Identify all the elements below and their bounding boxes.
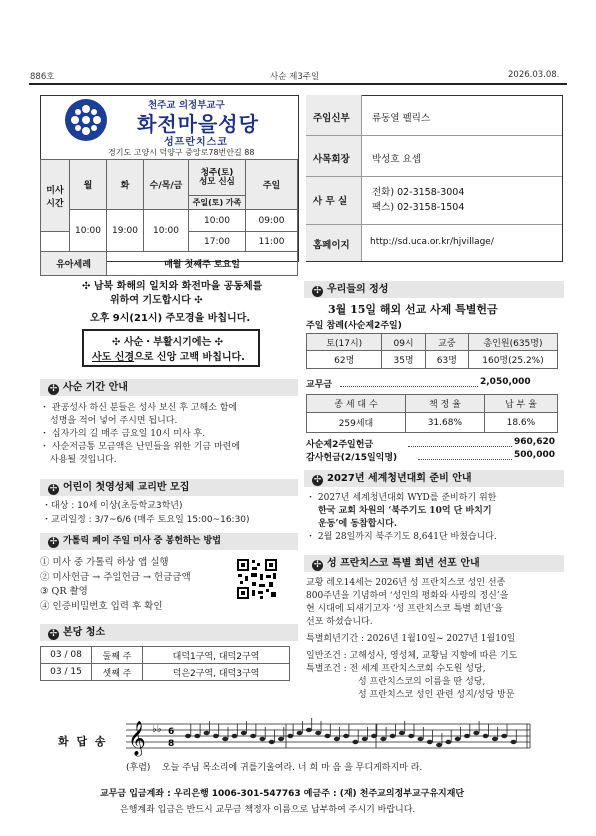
lent-item-3: ・ 사순저금통 모금액은 난민들을 위한 기금 마련에 bbox=[40, 442, 241, 452]
music-note bbox=[473, 731, 479, 735]
cleaning-week-1: 둘째 주 bbox=[92, 647, 143, 664]
mass-schedule-table bbox=[40, 159, 298, 276]
budget-value: 2,050,000 bbox=[480, 377, 531, 387]
music-note bbox=[241, 731, 247, 735]
tithe-val-households: 259세대 bbox=[307, 413, 406, 433]
attendance-label: 주일 참례(사순제2주일) bbox=[306, 321, 402, 331]
jubilee-cond-special-1: 특별조건 : 전 세계 프란치스코회 수도원 성당, bbox=[306, 664, 486, 674]
cleaning-date-2: 03 / 15 bbox=[41, 664, 92, 681]
cleaning-area-2: 덕은2구역, 대덕3구역 bbox=[143, 664, 290, 681]
pay-step-4: ④ 인증비밀번호 입력 후 확인 bbox=[40, 600, 163, 612]
tithe-val-paid: 18.6% bbox=[484, 413, 557, 433]
contacts-divider-1 bbox=[306, 135, 562, 136]
mass-time-wed: 10:00 bbox=[144, 210, 189, 252]
pay-title: 가톨릭 페이 주일 미사 중 봉헌하는 방법 bbox=[63, 536, 221, 546]
music-note bbox=[325, 734, 331, 738]
psalm-lyrics bbox=[126, 760, 422, 773]
jubilee-para-2: 800주년을 기념하여 ‘성인의 평화와 사랑의 정신’을 bbox=[306, 591, 509, 601]
footer-note: 은행계좌 입금은 반드시 교무금 책정자 이름으로 납부하여 주시기 바랍니다. bbox=[120, 805, 416, 815]
mass-time-sun-2: 11:00 bbox=[246, 232, 298, 252]
budget-label: 교무금 bbox=[306, 380, 333, 390]
music-note bbox=[352, 740, 358, 744]
lent-title: 사순 기간 안내 bbox=[63, 382, 128, 393]
mass-time-sun-1: 09:00 bbox=[246, 210, 298, 232]
firstcomm-target: ・대상 : 10세 이상(초등학교3학년) bbox=[42, 501, 183, 511]
footer-account: 교무금 입금계좌 : 우리은행 1006-301-547763 예금주 : (재) 천주교의정부교구유지재단 bbox=[100, 789, 465, 799]
sunday-offering-leader bbox=[408, 446, 512, 447]
cleaning-table bbox=[40, 646, 290, 681]
pastor-value: 류동열 펠릭스 bbox=[372, 113, 431, 124]
tithe-head-households: 종 세 대 수 bbox=[307, 395, 406, 413]
creed-box-line-1: ✣ 사순・부활시기에는 ✣ bbox=[112, 337, 224, 348]
cross-bullet-icon: ✢ bbox=[49, 384, 58, 394]
mass-day-sun: 주일 bbox=[246, 160, 298, 210]
att-val-main: 63명 bbox=[425, 351, 468, 369]
office-label: 사 무 실 bbox=[313, 196, 348, 207]
music-note bbox=[445, 740, 451, 744]
cleaning-section-header bbox=[40, 624, 298, 641]
music-note bbox=[511, 740, 517, 744]
office-value: 전화) 02-3158-3004 팩스) 02-3158-1504 bbox=[372, 187, 465, 213]
prayer-line-1: ✣ 남북 화해의 일치와 화전마을 공동체를 bbox=[82, 281, 263, 292]
mass-time-sat-2: 17:00 bbox=[189, 232, 246, 252]
firstcomm-section-header bbox=[40, 479, 298, 496]
tithe-table bbox=[306, 394, 558, 433]
prayer-line-2: 위하여 기도합시다 ✣ bbox=[110, 295, 203, 306]
att-head-9: 09시 bbox=[382, 334, 425, 351]
music-note bbox=[259, 737, 265, 741]
music-note bbox=[464, 734, 470, 738]
att-head-sat: 토(17시) bbox=[307, 334, 382, 351]
mass-label-spacer bbox=[41, 232, 70, 252]
prayer-line-3: 오후 9시(21시) 주모경을 바칩니다. bbox=[90, 313, 251, 324]
wyd-item-4: 2월 28일까지 북주기도 8,641단 바쳤습니다. bbox=[317, 532, 497, 542]
music-note bbox=[408, 734, 414, 738]
cleaning-title: 본당 청소 bbox=[63, 627, 106, 638]
parish-address: 경기도 고양시 덕양구 중앙로78번안길 88 bbox=[108, 148, 255, 157]
music-note bbox=[222, 737, 228, 741]
pay-step-3: ③ QR 촬영 bbox=[40, 586, 88, 597]
jubilee-para-3: 현 시대에 되새기고자 ‘성 프란치스코 특별 희년’을 bbox=[306, 604, 503, 614]
attendance-table bbox=[306, 333, 558, 369]
mass-day-mon: 월 bbox=[70, 160, 107, 210]
apostles-creed-text: 사도 신경 bbox=[92, 352, 135, 363]
issue-number: 886호 bbox=[30, 72, 55, 82]
qr-code-icon[interactable] bbox=[236, 558, 278, 600]
lent-list bbox=[40, 402, 300, 467]
tithe-head-paid: 납 부 율 bbox=[484, 395, 557, 413]
psalm-lyric-text: 오늘 주님 목소리에 귀를기울여라. 너 희 마 음 을 무디게하지마 라. bbox=[161, 763, 423, 773]
lent-item-2: ・ 십자가의 길 매주 금요일 10시 미사 후. bbox=[40, 429, 206, 439]
tithe-val-rate: 31.68% bbox=[405, 413, 484, 433]
svg-text:♭♭: ♭♭ bbox=[152, 724, 162, 735]
music-note bbox=[232, 734, 238, 738]
mass-day-sat: 청주(토) 성모 신심 bbox=[189, 160, 246, 196]
contacts-divider-3 bbox=[306, 224, 562, 225]
diocese-name: 천주교 의정부교구 bbox=[148, 100, 225, 111]
jubilee-period: 특별희년기간 : 2026년 1월10일~ 2027년 1월10일 bbox=[306, 634, 516, 644]
lent-item-1: ・ 관공성사 하신 분들은 성사 보신 후 고해소 함에 bbox=[40, 403, 238, 413]
firstcomm-title: 어린이 첫영성체 교리반 모집 bbox=[63, 482, 190, 493]
special-offering: 3월 15일 해외 선교 사제 특별헌금 bbox=[328, 303, 498, 316]
music-note bbox=[399, 731, 405, 735]
wyd-list: ・ 2027년 세계청년대회 WYD를 준비하기 위한 한국 교회 차원의 ‘북주기도 10억 단 바치기 운동’에 동참합시다. ・ 2월 28일까지 북주기도 8,641단 바쳤습니다. bbox=[306, 492, 561, 544]
att-val-total: 160명(25.2%) bbox=[469, 351, 558, 369]
jubilee-title: 성 프란치스코 특별 희년 선포 안내 bbox=[327, 558, 480, 569]
cross-bullet-icon: ✢ bbox=[313, 475, 322, 485]
council-label: 사목회장 bbox=[313, 154, 350, 165]
cross-bullet-icon: ✢ bbox=[49, 537, 58, 547]
music-note bbox=[315, 731, 321, 735]
jubilee-cond-special-2: 성 프란치스코의 이름을 딴 성당, bbox=[358, 677, 486, 687]
creed-box-rest: 으로 신앙 고백 바칩니다. bbox=[134, 352, 245, 363]
wyd-item-2: 한국 교회 차원의 ‘북주기도 10억 단 바치기 bbox=[318, 506, 492, 516]
thanks-label: 감사헌금(2/15일익명) bbox=[306, 453, 398, 463]
budget-leader bbox=[340, 386, 478, 387]
music-note bbox=[343, 734, 349, 738]
jubilee-para-1: 교황 레오14세는 2026년 성 프란치스코 성인 선종 bbox=[306, 578, 506, 588]
mass-time-tue: 19:00 bbox=[107, 210, 144, 252]
infant-baptism-value: 매월 첫째주 토요일 bbox=[107, 252, 298, 276]
music-note bbox=[287, 734, 293, 738]
mass-label: 미사 시간 bbox=[41, 160, 70, 232]
mass-sat-family: 주일(토) 가족 bbox=[189, 196, 246, 210]
music-note bbox=[483, 734, 489, 738]
music-note bbox=[362, 737, 368, 741]
music-note bbox=[213, 734, 219, 738]
music-note bbox=[334, 737, 340, 741]
wyd-section-header bbox=[304, 470, 564, 487]
music-note bbox=[306, 728, 312, 732]
tithe-head-rate: 책 정 율 bbox=[405, 395, 484, 413]
pastor-label: 주임신부 bbox=[313, 113, 350, 124]
jubilee-body bbox=[306, 577, 562, 702]
mass-time-mon: 10:00 bbox=[70, 210, 107, 252]
att-head-total: 총인원(635명) bbox=[469, 334, 558, 351]
psalm-label: 화 답 송 bbox=[58, 735, 108, 748]
music-note bbox=[418, 737, 424, 741]
mass-time-sat-1: 10:00 bbox=[189, 210, 246, 232]
music-note bbox=[390, 734, 396, 738]
att-val-sat: 62명 bbox=[307, 351, 382, 369]
music-note bbox=[204, 731, 210, 735]
sunday-offering-value: 960,620 bbox=[514, 437, 555, 447]
parish-name: 화전마을성당 bbox=[137, 112, 259, 136]
jubilee-para-4: 선포 하셨습니다. bbox=[306, 617, 373, 627]
cross-bullet-icon: ✢ bbox=[49, 484, 58, 494]
music-note bbox=[492, 737, 498, 741]
music-note bbox=[371, 734, 377, 738]
music-note bbox=[427, 740, 433, 744]
lent-section-header bbox=[40, 379, 298, 396]
contacts-divider-2 bbox=[306, 176, 562, 177]
pay-section-header bbox=[40, 533, 298, 550]
header-rule bbox=[29, 83, 567, 85]
wyd-item-1: 2027년 세계청년대회 WYD를 준비하기 위한 bbox=[317, 493, 497, 503]
lent-item-1b: 성명을 적어 넣어 주시면 됩니다. bbox=[50, 416, 178, 426]
devotion-section-header bbox=[304, 281, 564, 298]
cross-bullet-icon: ✢ bbox=[313, 560, 322, 570]
music-note bbox=[185, 734, 191, 738]
jubilee-cond-general: 일반조건 : 고해성사, 영성체, 교황님 지향에 따른 기도 bbox=[306, 651, 518, 661]
music-note bbox=[297, 731, 303, 735]
music-note bbox=[436, 743, 442, 747]
thanks-value: 500,000 bbox=[514, 450, 555, 460]
devotion-title: 우리들의 정성 bbox=[327, 284, 389, 295]
jubilee-cond-special-3: 성 프란치스코 성인 관련 성지/성당 방문 bbox=[358, 690, 515, 700]
music-note bbox=[269, 740, 275, 744]
homepage-label: 홈페이지 bbox=[313, 240, 350, 251]
firstcomm-schedule: ・교리일정 : 3/7~6/6 (매주 토요일 15:00~16:30) bbox=[42, 515, 250, 525]
mass-day-tue: 화 bbox=[107, 160, 144, 210]
psalm-music-staff bbox=[126, 714, 532, 758]
infant-baptism-label: 유아세례 bbox=[41, 252, 107, 276]
svg-text:𝄞: 𝄞 bbox=[128, 721, 146, 756]
pay-step-1: ① 미사 중 가톨릭 하상 앱 실행 bbox=[40, 557, 169, 568]
psalm-refrain-marker: (후렴) bbox=[126, 763, 151, 773]
music-note bbox=[194, 734, 200, 738]
cleaning-date-1: 03 / 08 bbox=[41, 647, 92, 664]
music-note bbox=[278, 737, 284, 741]
sunday-title: 사순 제3주일 bbox=[270, 72, 320, 82]
homepage-link[interactable]: http://sd.uca.or.kr/hjvillage/ bbox=[370, 237, 494, 247]
cross-bullet-icon: ✢ bbox=[49, 629, 58, 639]
mass-day-wed-fri: 수/목/금 bbox=[144, 160, 189, 210]
parish-patron: 성프란치스코 bbox=[164, 137, 228, 148]
issue-date: 2026.03.08. bbox=[508, 70, 560, 80]
parish-logo-icon bbox=[64, 98, 108, 142]
wyd-item-3: 운동’에 동참합시다. bbox=[318, 519, 397, 529]
cross-bullet-icon: ✢ bbox=[313, 286, 322, 296]
pay-step-2: ② 미사헌금 → 주일헌금 → 헌금금액 bbox=[40, 571, 191, 583]
music-note bbox=[455, 737, 461, 741]
cleaning-week-2: 셋째 주 bbox=[92, 664, 143, 681]
sunday-offering-label: 사순제2주일헌금 bbox=[306, 440, 374, 450]
lent-item-3b: 사용될 것입니다. bbox=[50, 455, 117, 465]
att-val-9: 35명 bbox=[382, 351, 425, 369]
council-value: 박성호 요셉 bbox=[372, 154, 421, 165]
music-note bbox=[250, 734, 256, 738]
pay-steps bbox=[40, 556, 191, 614]
wyd-title: 2027년 세계청년대회 준비 안내 bbox=[327, 473, 472, 484]
creed-box-line-2 bbox=[92, 348, 245, 363]
att-head-main: 교중 bbox=[425, 334, 468, 351]
jubilee-section-header bbox=[304, 555, 564, 572]
music-note bbox=[501, 734, 507, 738]
cleaning-area-1: 대덕1구역, 대덕2구역 bbox=[143, 647, 290, 664]
music-note bbox=[380, 737, 386, 741]
svg-text:8: 8 bbox=[168, 739, 175, 749]
svg-text:6: 6 bbox=[168, 727, 175, 737]
thanks-leader bbox=[418, 459, 512, 460]
